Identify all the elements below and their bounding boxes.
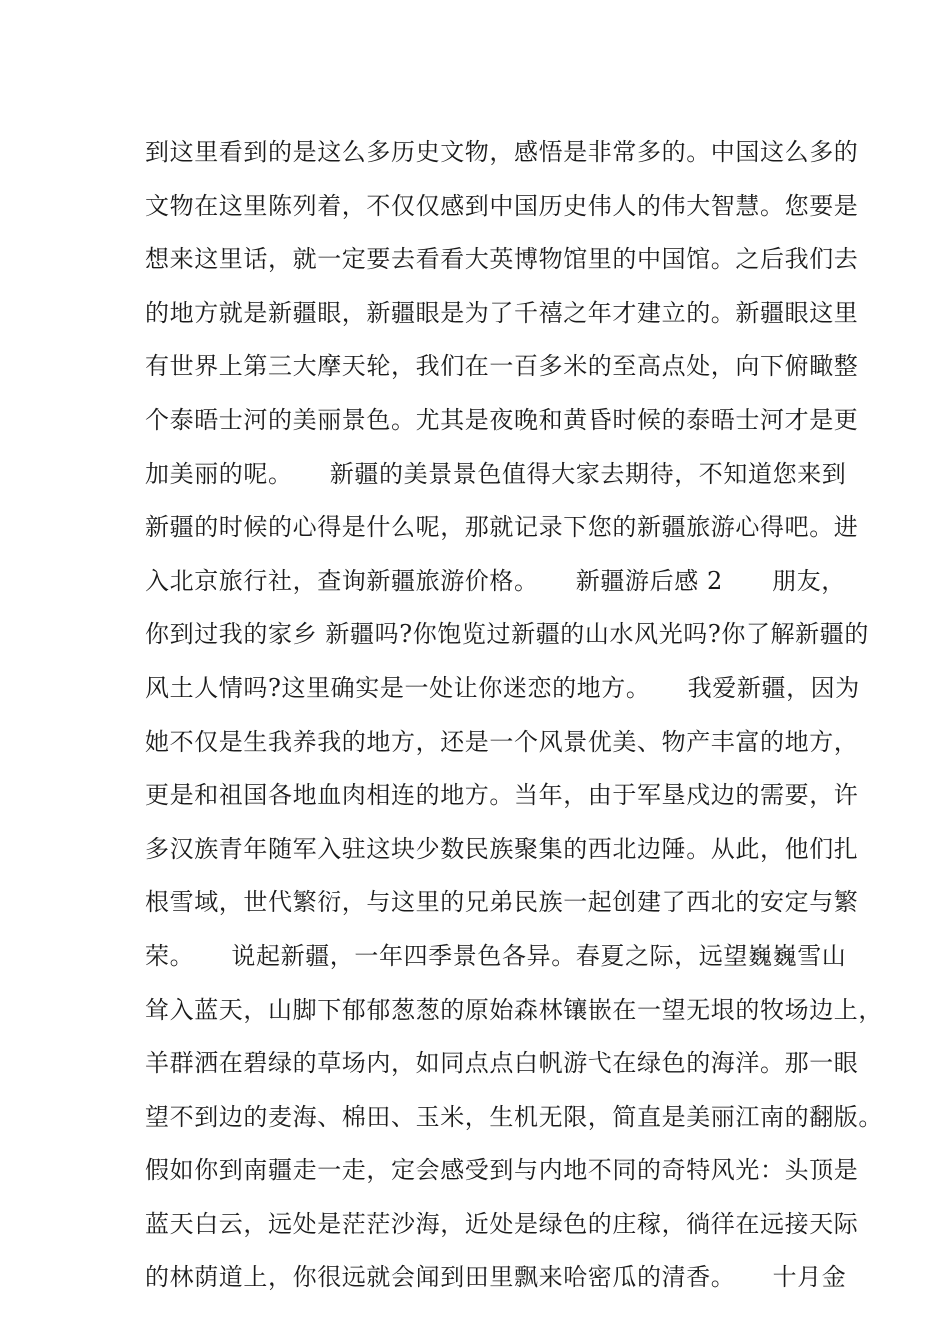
text-line: 耸入蓝天，山脚下郁郁葱葱的原始森林镶嵌在一望无垠的牧场边上，: [145, 995, 883, 1024]
text-line: 加美丽的呢。 新疆的美景景色值得大家去期待，不知道您来到: [145, 459, 847, 488]
text-line: 根雪域，世代繁衍，与这里的兄弟民族一起创建了西北的安定与繁: [145, 888, 859, 917]
text-line: 个泰晤士河的美丽景色。尤其是夜晚和黄昏时候的泰晤士河才是更: [145, 405, 859, 434]
text-line: 蓝天白云，远处是茫茫沙海，近处是绿色的庄稼，徜徉在远接天际: [145, 1209, 859, 1238]
text-line: 更是和祖国各地血肉相连的地方。当年，由于军垦戍边的需要，许: [145, 781, 859, 810]
text-line: 你到过我的家乡 新疆吗?你饱览过新疆的山水风光吗?你了解新疆的: [145, 620, 869, 649]
text-line: 羊群洒在碧绿的草场内，如同点点白帆游弋在绿色的海洋。那一眼: [145, 1049, 859, 1078]
text-line: 想来这里话，就一定要去看看大英博物馆里的中国馆。之后我们去: [145, 245, 859, 274]
text-line: 有世界上第三大摩天轮，我们在一百多米的至高点处，向下俯瞰整: [145, 352, 859, 381]
text-line: 新疆的时候的心得是什么呢，那就记录下您的新疆旅游心得吧。进: [145, 513, 859, 542]
text-line: 的地方就是新疆眼，新疆眼是为了千禧之年才建立的。新疆眼这里: [145, 298, 859, 327]
text-line: 风土人情吗?这里确实是一处让你迷恋的地方。 我爱新疆，因为: [145, 673, 860, 702]
text-line: 望不到边的麦海、棉田、玉米，生机无限，简直是美丽江南的翻版。: [145, 1102, 883, 1131]
text-line: 她不仅是生我养我的地方，还是一个风景优美、物产丰富的地方，: [145, 727, 859, 756]
body-text: [145, 130, 883, 1309]
text-line: 到这里看到的是这么多历史文物，感悟是非常多的。中国这么多的: [145, 138, 859, 166]
text-line: 的林荫道上，你很远就会闻到田里飘来哈密瓜的清香。 十月金: [145, 1263, 847, 1292]
text-line: 多汉族青年随军入驻这块少数民族聚集的西北边陲。从此，他们扎: [145, 834, 859, 863]
text-line: 文物在这里陈列着，不仅仅感到中国历史伟人的伟大智慧。您要是: [145, 191, 859, 220]
text-line: 荣。 说起新疆，一年四季景色各异。春夏之际，远望巍巍雪山: [145, 941, 847, 970]
text-line: 假如你到南疆走一走，定会感受到与内地不同的奇特风光：头顶是: [145, 1156, 859, 1185]
text-line: 入北京旅行社，查询新疆旅游价格。 新疆游后感 2 朋友，: [145, 566, 846, 595]
